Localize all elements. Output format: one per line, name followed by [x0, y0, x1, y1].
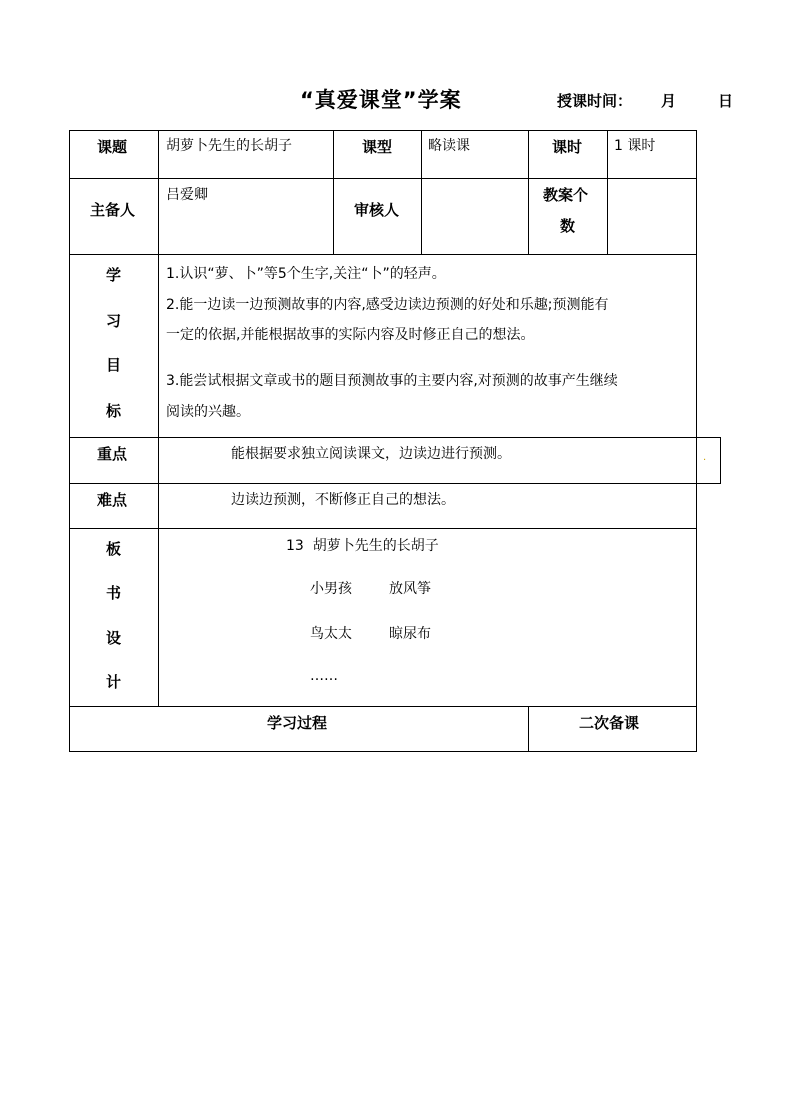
objectives-label-char-1: 学 [106, 266, 122, 284]
extended-right-border [720, 437, 721, 484]
column-divider-5 [607, 130, 608, 255]
board-design-label-char-4: 计 [106, 673, 122, 691]
preparer-label: 主备人 [90, 201, 136, 219]
objective-line-5: 阅读的兴趣。 [166, 404, 250, 420]
objective-line-4: 3.能尝试根据文章或书的题目预测故事的主要内容,对预测的故事产生继续 [166, 373, 618, 389]
board-design-label-char-3: 设 [106, 629, 122, 647]
row-divider-5 [69, 528, 697, 529]
label-column-divider [158, 130, 159, 707]
board-design-label-char-2: 书 [106, 584, 122, 602]
row-divider-6 [69, 706, 697, 707]
board-design-title: 13 胡萝卜先生的长胡子 [286, 538, 439, 554]
row-divider-3 [69, 437, 721, 438]
plan-count-label-line1: 教案个 [543, 186, 589, 204]
difficulty-value: 边读边预测，不断修正自己的想法。 [231, 492, 455, 508]
learning-process-label: 学习过程 [267, 714, 328, 732]
board-design-ellipsis: …… [310, 668, 338, 684]
day-label: 日 [718, 92, 734, 110]
table-border-left [69, 130, 70, 752]
row-divider-1 [69, 178, 697, 179]
topic-value: 胡萝卜先生的长胡子 [166, 138, 292, 154]
column-divider-4 [528, 130, 529, 255]
lesson-type-value: 略读课 [428, 138, 470, 154]
lesson-type-label: 课型 [362, 138, 393, 156]
column-divider-3 [421, 130, 422, 255]
plan-count-label-line2: 数 [560, 217, 576, 235]
board-design-label-char-1: 板 [106, 540, 122, 558]
class-hours-label: 课时 [552, 138, 583, 156]
row-divider-2 [69, 254, 697, 255]
class-hours-value: 1 课时 [614, 138, 656, 154]
board-design-item-1a: 小男孩 [310, 581, 352, 597]
stray-dot-mark: . [703, 452, 707, 463]
table-border-top [69, 130, 697, 131]
key-point-value: 能根据要求独立阅读课文，边读边进行预测。 [231, 446, 511, 462]
month-label: 月 [661, 92, 677, 110]
table-border-right [696, 130, 697, 752]
objective-line-3: 一定的依据,并能根据故事的实际内容及时修正自己的想法。 [166, 327, 535, 343]
class-time-label: 授课时间： [557, 92, 633, 110]
table-border-bottom [69, 751, 697, 752]
difficulty-label: 难点 [97, 491, 128, 509]
reviewer-label: 审核人 [354, 201, 400, 219]
footer-column-divider [528, 706, 529, 752]
second-preparation-label: 二次备课 [579, 714, 640, 732]
objectives-label-char-4: 标 [106, 402, 122, 420]
board-design-item-1b: 放风筝 [389, 581, 431, 597]
board-design-item-2a: 鸟太太 [310, 626, 352, 642]
board-design-item-2b: 晾尿布 [389, 626, 431, 642]
objective-line-1: 1.认识“萝、卜”等5个生字,关注“卜”的轻声。 [166, 266, 446, 282]
key-point-label: 重点 [97, 445, 128, 463]
objective-line-2: 2.能一边读一边预测故事的内容,感受边读边预测的好处和乐趣;预测能有 [166, 297, 609, 313]
column-divider-2 [333, 130, 334, 255]
preparer-value: 吕爱卿 [166, 187, 208, 203]
objectives-label-char-3: 目 [106, 356, 122, 374]
topic-label: 课题 [97, 138, 128, 156]
objectives-label-char-2: 习 [106, 312, 122, 330]
row-divider-4 [69, 483, 721, 484]
document-title: “真爱课堂”学案 [300, 88, 462, 112]
